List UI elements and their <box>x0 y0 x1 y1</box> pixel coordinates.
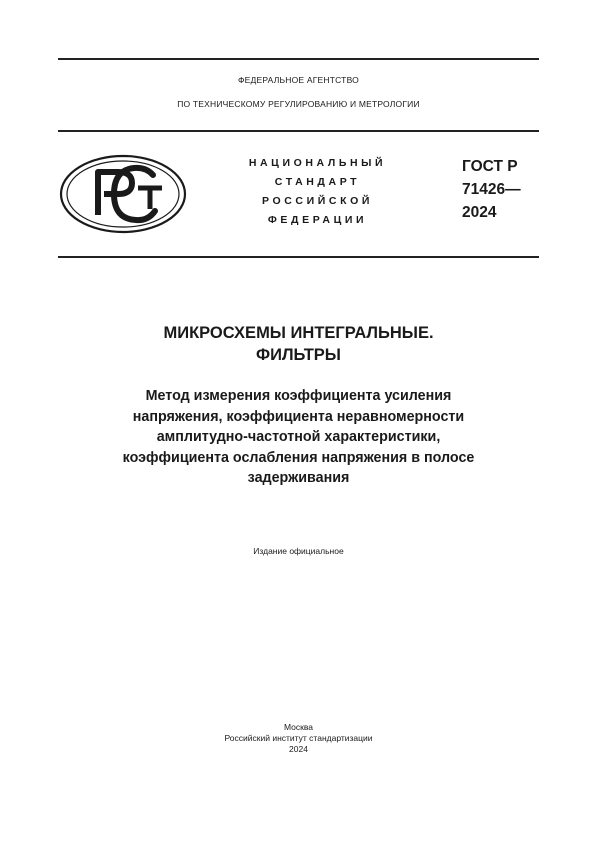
designation-line: 71426— <box>462 181 521 198</box>
imprint-city: Москва <box>283 722 314 732</box>
title-line: ФИЛЬТРЫ <box>256 346 341 364</box>
imprint <box>58 722 539 755</box>
title-line: МИКРОСХЕМЫ ИНТЕГРАЛЬНЫЕ. <box>163 324 434 342</box>
imprint-publisher: Российский институт стандартизации <box>224 733 373 743</box>
subtitle-line: коэффициента ослабления напряжения в полосе <box>122 449 475 466</box>
header-rule <box>58 130 539 132</box>
national-standard-label <box>215 154 420 230</box>
top-rule <box>58 58 539 60</box>
national-standard-line: НАЦИОНАЛЬНЫЙ <box>248 157 387 169</box>
national-standard-line: ФЕДЕРАЦИИ <box>267 214 368 226</box>
document-subtitle <box>58 386 539 489</box>
designation-line: ГОСТ Р <box>462 158 518 175</box>
header-bottom-rule <box>58 256 539 258</box>
edition-note: Издание официальное <box>253 546 344 556</box>
standard-designation <box>462 155 552 224</box>
national-standard-line: РОССИЙСКОЙ <box>262 195 373 207</box>
imprint-year: 2024 <box>289 744 308 754</box>
national-standard-line: СТАНДАРТ <box>274 176 361 188</box>
agency-name-line-1: ФЕДЕРАЛЬНОЕ АГЕНТСТВО <box>238 75 359 85</box>
subtitle-line: Метод измерения коэффициента усиления <box>145 388 452 404</box>
subtitle-line: задерживания <box>247 470 350 486</box>
subtitle-line: напряжения, коэффициента неравномерности <box>132 408 465 425</box>
designation-line: 2024 <box>462 204 497 221</box>
agency-name-line-2: ПО ТЕХНИЧЕСКОМУ РЕГУЛИРОВАНИЮ И МЕТРОЛОГИИ <box>177 99 420 109</box>
rst-certification-mark-icon <box>58 153 188 235</box>
subtitle-line: амплитудно-частотной характеристики, <box>156 429 441 445</box>
document-title <box>58 322 539 366</box>
